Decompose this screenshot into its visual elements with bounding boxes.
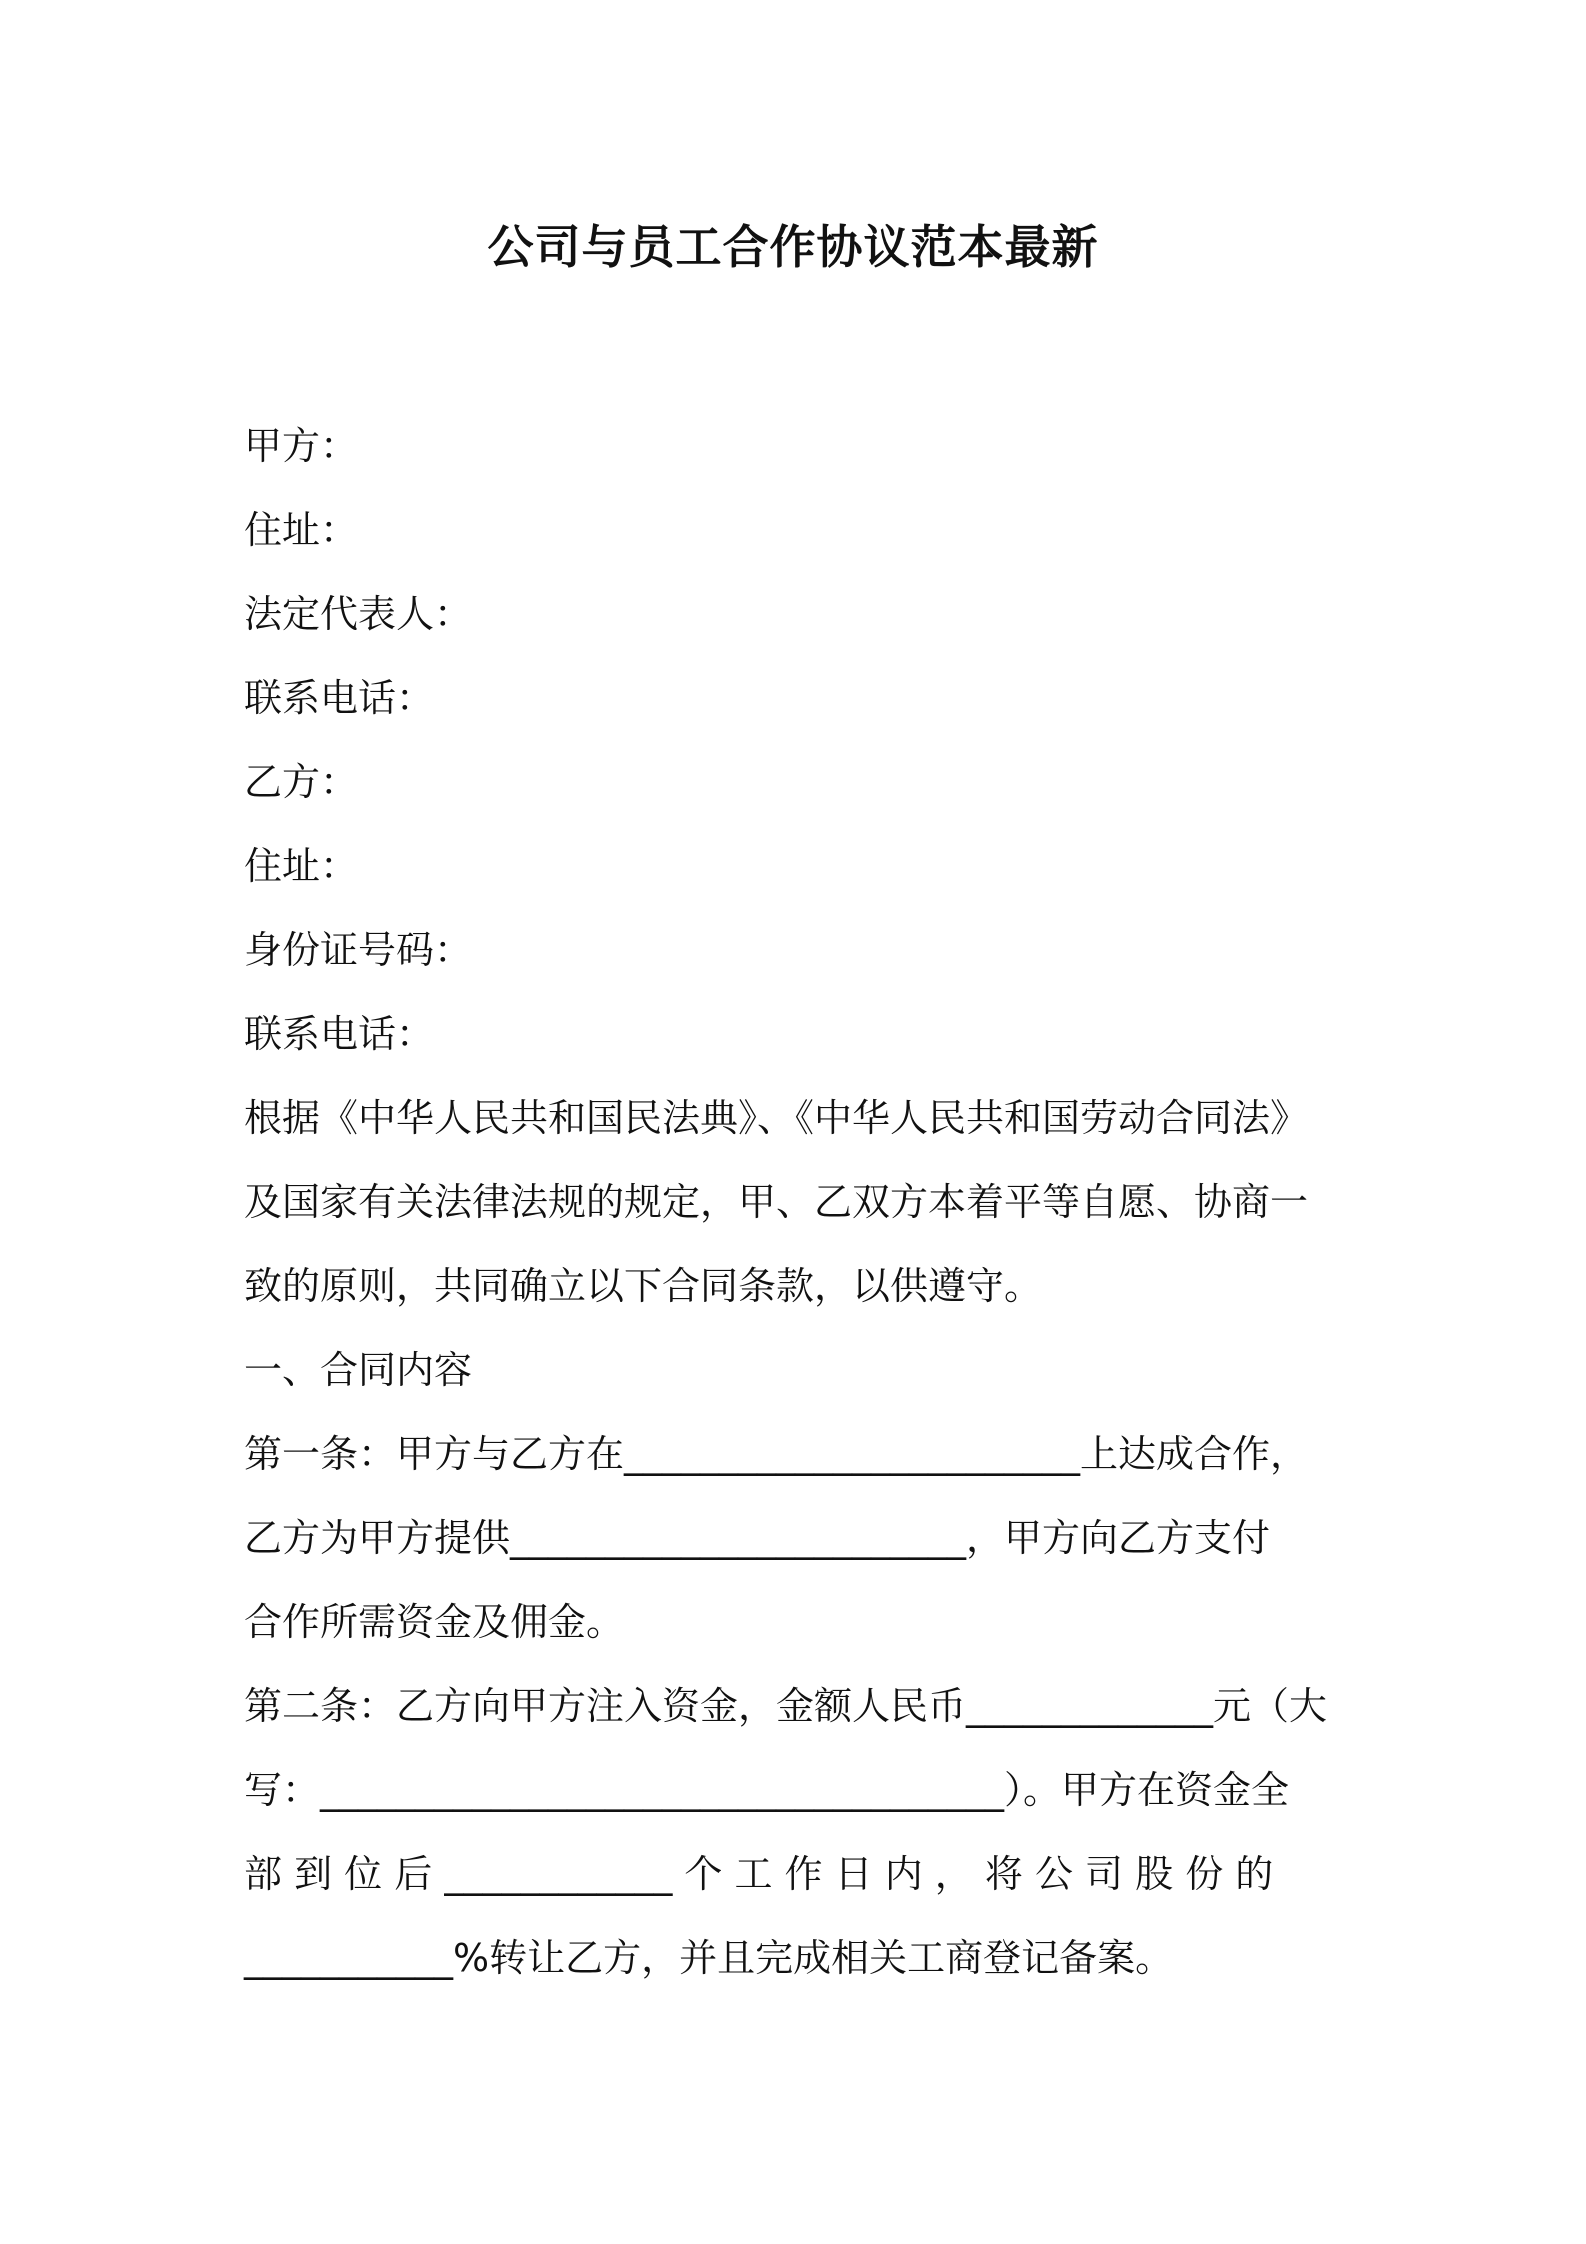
party-a-name-label: 甲方： bbox=[244, 424, 359, 468]
article-2-line-2: 写：____________________________________）。甲方在资金全 bbox=[244, 1768, 1290, 1812]
party-b-phone-label: 联系电话： bbox=[244, 1012, 435, 1056]
article-2-line-1: 第二条：乙方向甲方注入资金，金额人民币_____________元（大 bbox=[244, 1684, 1328, 1728]
party-b-name-label: 乙方： bbox=[244, 760, 359, 804]
party-b-id-label: 身份证号码： bbox=[244, 928, 473, 972]
article-2-line-4: ___________%转让乙方，并且完成相关工商登记备案。 bbox=[244, 1936, 1174, 1980]
article-1-line-2: 乙方为甲方提供________________________，甲方向乙方支付 bbox=[244, 1516, 1271, 1560]
article-1-line-3: 合作所需资金及佣金。 bbox=[244, 1600, 625, 1644]
document-title: 公司与员工合作协议范本最新 bbox=[487, 220, 1099, 274]
article-2-line-3: 部 到 位 后 ____________ 个 工 作 日 内 ， 将 公 司 股 份 的 bbox=[244, 1852, 1274, 1896]
party-a-address-label: 住址： bbox=[244, 508, 359, 552]
preamble-line-3: 致的原则，共同确立以下合同条款，以供遵守。 bbox=[244, 1264, 1043, 1308]
party-a-phone-label: 联系电话： bbox=[244, 676, 435, 720]
article-1-line-1: 第一条：甲方与乙方在________________________上达成合作， bbox=[244, 1432, 1309, 1476]
party-b-address-label: 住址： bbox=[244, 844, 359, 888]
section-1-heading: 一、合同内容 bbox=[244, 1348, 473, 1392]
document-body bbox=[244, 404, 1354, 2000]
party-a-legal-rep-label: 法定代表人： bbox=[244, 592, 473, 636]
preamble-line-2: 及国家有关法律法规的规定，甲、乙双方本着平等自愿、协商一 bbox=[244, 1180, 1309, 1224]
preamble-line-1: 根据《中华人民共和国民法典》、《中华人民共和国劳动合同法》 bbox=[244, 1096, 1309, 1140]
